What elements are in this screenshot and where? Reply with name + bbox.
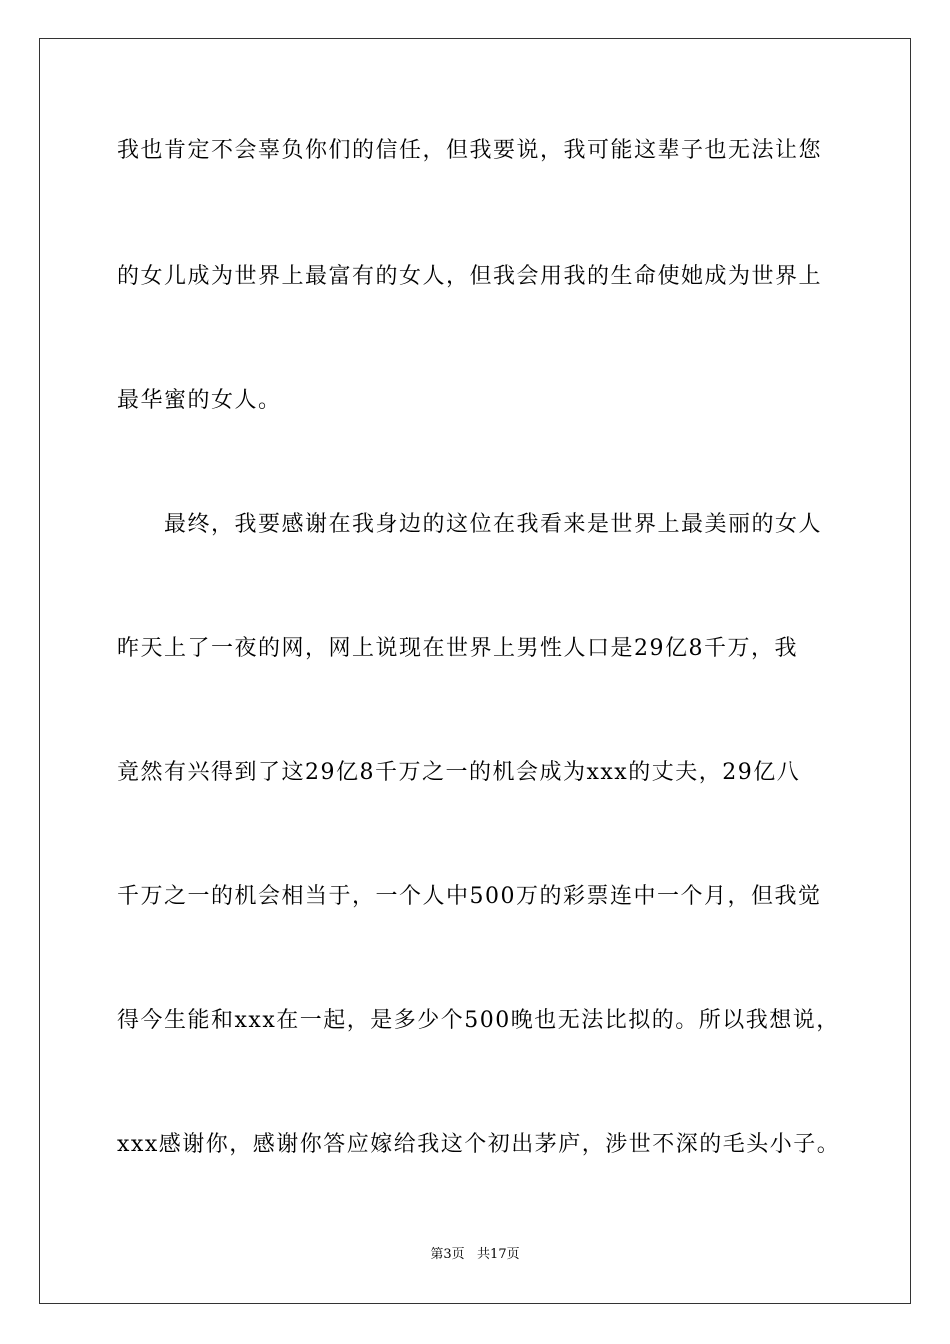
text-line-5: 昨天上了一夜的网，网上说现在世界上男性人口是29亿8千万，我: [117, 636, 798, 661]
text-line-6: 竟然有兴得到了这29亿8千万之一的机会成为xxx的丈夫，29亿八: [117, 760, 801, 785]
text-line-3: 最华蜜的女人。: [117, 388, 282, 413]
page-border: [39, 38, 911, 1304]
text-line-7: 千万之一的机会相当于，一个人中500万的彩票连中一个月，但我觉: [117, 884, 822, 909]
text-line-1: 我也肯定不会辜负你们的信任，但我要说，我可能这辈子也无法让您: [117, 138, 823, 163]
text-line-8: 得今生能和xxx在一起，是多少个500晚也无法比拟的。所以我想说，: [117, 1008, 840, 1033]
text-line-2: 的女儿成为世界上最富有的女人，但我会用我的生命使她成为世界上: [117, 264, 823, 289]
page-number-footer: 第3页 共17页: [430, 1247, 520, 1262]
text-line-9: xxx感谢你，感谢你答应嫁给我这个初出茅庐，涉世不深的毛头小子。: [117, 1132, 841, 1157]
paragraph-start-line: 最终，我要感谢在我身边的这位在我看来是世界上最美丽的女人: [164, 512, 823, 537]
